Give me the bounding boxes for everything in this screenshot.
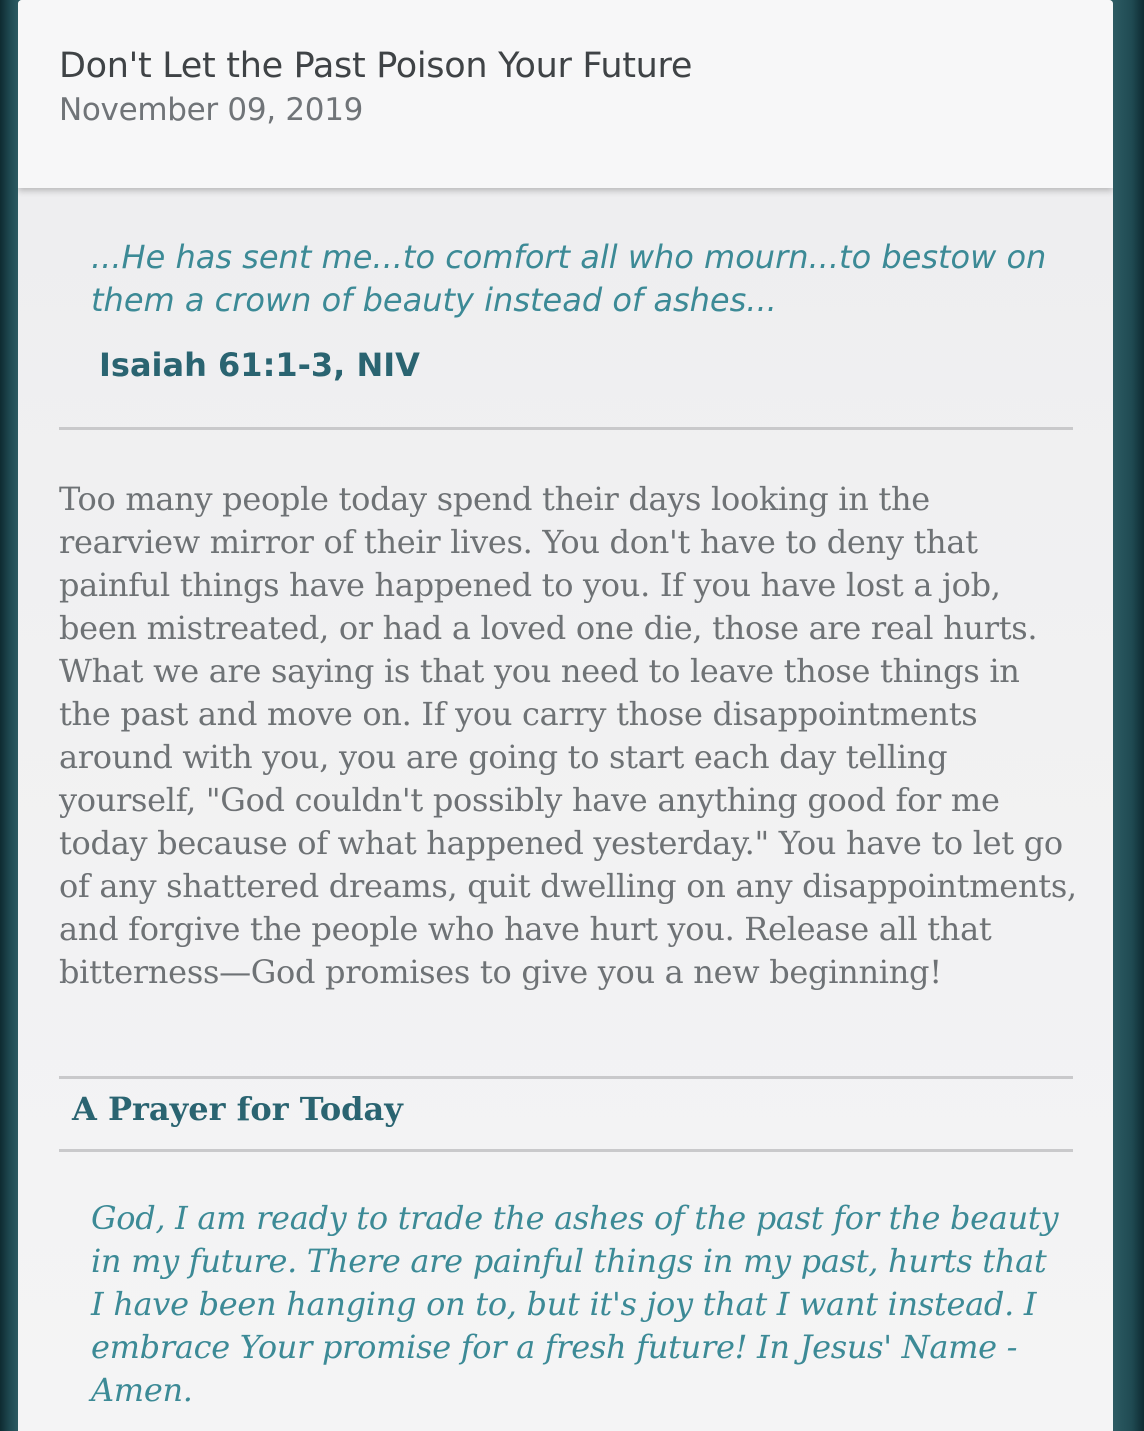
devotional-body: Too many people today spend their days looking in the rearview mirror of their lives. You don't have to deny that painful things have happened to you. If you have lost a job, been mistreated, or had a loved one die, those are real hurts. What we are saying is that you need to leave those things in the past and move on. If you carry those disappointments around with you, you are going to start each day telling yourself, "God couldn't possibly have anything good for me today because of what happened yesterday." You have to let go of any shattered dreams, quit dwelling on any disappointments, and forgive the people who have hurt you. Release all that bitterness—God promises to give you a new beginning! [59,480,1077,991]
devotional-card [18,0,1113,1431]
prayer-text: God, I am ready to trade the ashes of the past for the beauty in my future. There are painful things in my past, hurts that I have been hanging on to, but it's joy that I want instead. I embrace Your promise for a fresh future! In Jesus' Name - Amen. [91,1199,1059,1409]
devotional-header [18,0,1113,188]
devotional-title: Don't Let the Past Poison Your Future [59,46,693,86]
scripture-reference: Isaiah 61:1-3, NIV [99,346,420,384]
divider [59,1149,1073,1152]
devotional-date: November 09, 2019 [59,92,364,128]
scripture-verse: ...He has sent me...to comfort all who mourn...to bestow on them a crown of beauty instead of ashes... [91,238,1047,319]
divider [59,427,1073,430]
prayer-heading: A Prayer for Today [72,1090,403,1128]
divider [59,1076,1073,1079]
